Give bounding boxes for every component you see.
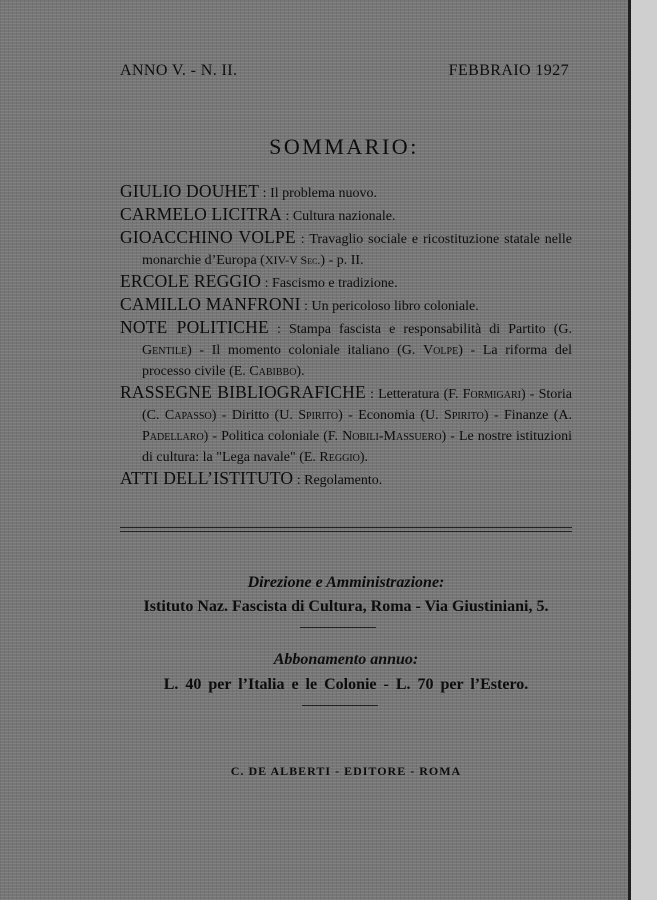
direction-address: Istituto Naz. Fascista di Cultura, Roma - Via Giustiniani, 5. [143, 598, 549, 615]
toc-contributor: Capasso [164, 408, 212, 423]
toc-author: RASSEGNE BIBLIOGRAFICHE [120, 382, 366, 402]
toc-text: ) - Storia (C. [142, 387, 573, 423]
short-divider [302, 705, 378, 706]
table-of-contents [120, 181, 572, 491]
toc-separator: : [365, 387, 379, 402]
direction-label: Direzione e Amministrazione: [247, 574, 445, 591]
toc-text: ). [296, 364, 305, 379]
toc-title: Un pericoloso libro coloniale. [311, 299, 479, 314]
toc-contributor: Nobili-Massuero [342, 429, 442, 444]
issue-date: FEBBRAIO 1927 [448, 62, 569, 79]
toc-text: Letteratura (F. [378, 387, 463, 402]
toc-entry [120, 294, 572, 317]
toc-contributor: Cabibbo [249, 364, 297, 379]
toc-text: ) - Economia (U. [338, 408, 445, 423]
toc-entry [120, 468, 572, 491]
toc-text: ) - La riforma del processo civile (E. [142, 343, 572, 379]
toc-author: GIULIO DOUHET [120, 181, 260, 201]
toc-contributor: Spirito [298, 408, 339, 423]
toc-separator: : [268, 322, 289, 337]
subscription-label: Abbonamento annuo: [273, 651, 419, 668]
toc-entry [120, 317, 572, 382]
toc-contributor: Padellaro [142, 429, 204, 444]
toc-author: ERCOLE REGGIO [120, 271, 262, 291]
subscription-prices: L. 40 per l’Italia e le Colonie - L. 70 per l’Estero. [163, 676, 529, 693]
toc-text: ) - Finanze (A. [483, 408, 573, 423]
toc-text: ). [359, 450, 369, 465]
toc-entry [120, 382, 572, 468]
toc-title: Il problema nuovo. [270, 186, 377, 201]
toc-separator: : [295, 232, 310, 247]
toc-contributor: Reggio [319, 450, 360, 465]
toc-author: GIOACCHINO VOLPE [120, 227, 296, 247]
toc-separator: : [281, 209, 293, 224]
toc-author: CARMELO LICITRA [120, 204, 282, 224]
toc-separator: : [293, 473, 305, 488]
toc-contributor: Gentile [142, 343, 188, 358]
toc-author: ATTI DELL’ISTITUTO [120, 468, 294, 488]
toc-separator: : [259, 186, 271, 201]
toc-author: CAMILLO MANFRONI [120, 294, 301, 314]
publisher-line: C. DE ALBERTI - EDITORE - ROMA [230, 764, 462, 778]
page-edge [628, 0, 657, 900]
toc-title: Regolamento. [304, 473, 383, 488]
toc-text: Stampa fascista e responsabilità di Partito (G. [288, 322, 572, 337]
toc-entry [120, 204, 572, 227]
section-divider [120, 527, 572, 532]
toc-separator: : [300, 299, 312, 314]
toc-text: ) - Diritto (U. [211, 408, 299, 423]
toc-entry [120, 271, 572, 294]
toc-text: ) - Politica coloniale (F. [203, 429, 343, 444]
toc-entry [120, 181, 572, 204]
toc-contributor: Volpe [423, 343, 459, 358]
toc-title: Travaglio sociale e ricostituzione statale nelle monarchie d’Europa ( [142, 232, 572, 268]
toc-separator: : [261, 276, 273, 291]
issue-number: ANNO V. - N. II. [120, 62, 238, 79]
toc-contributor: Spirito [444, 408, 484, 423]
toc-contributor: Formigari [462, 387, 521, 402]
toc-title-century: XIV-V Sec. [264, 253, 321, 267]
toc-title: Fascismo e tradizione. [272, 276, 398, 291]
toc-entry [120, 227, 572, 271]
short-divider [300, 627, 376, 628]
toc-text: ) - Le nostre istituzioni di cultura: la "Lega navale" (E. [142, 429, 572, 465]
toc-author: NOTE POLITICHE [120, 317, 269, 337]
toc-text: ) - Il momento coloniale italiano (G. [187, 343, 424, 358]
toc-title: Cultura nazionale. [292, 209, 396, 224]
toc-title-part: ) - p. II. [320, 253, 364, 268]
page-title: SOMMARIO: [269, 134, 419, 159]
